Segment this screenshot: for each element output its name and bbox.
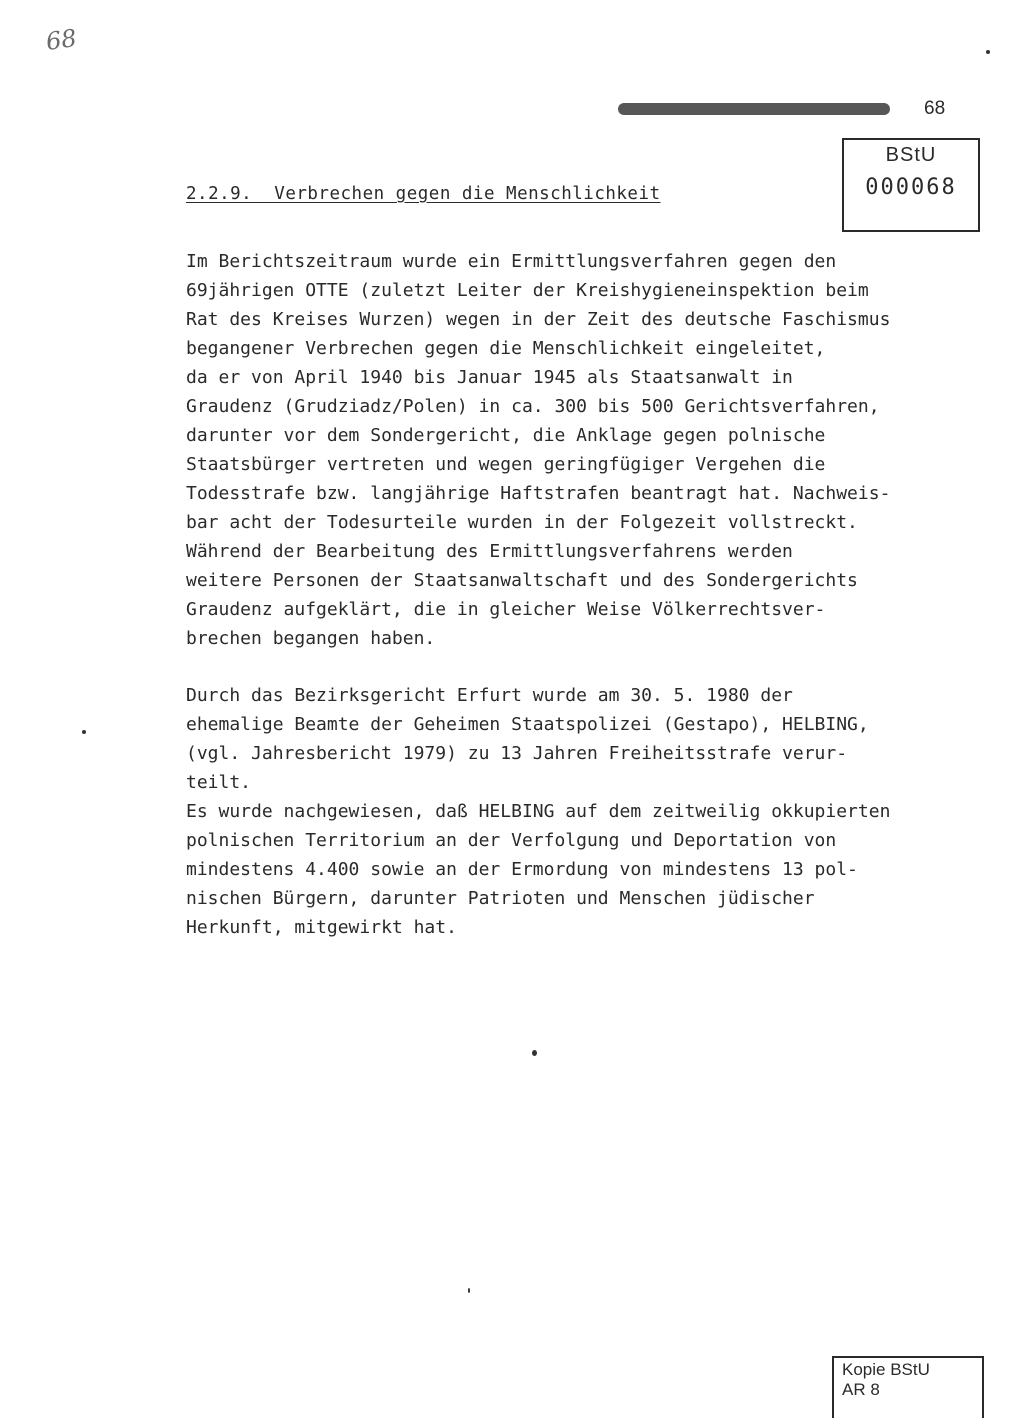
text-line: teilt. (186, 772, 252, 793)
page-number: 68 (924, 98, 946, 119)
text-line: Graudenz aufgeklärt, die in gleicher Weise Völkerrechtsver- (186, 599, 826, 620)
text-line: darunter vor dem Sondergericht, die Anklage gegen polnische (186, 425, 826, 446)
paragraph-otte (186, 247, 986, 653)
text-line: Im Berichtszeitraum wurde ein Ermittlungsverfahren gegen den (186, 251, 837, 272)
text-line: begangener Verbrechen gegen die Menschlichkeit eingeleitet, (186, 338, 826, 359)
copy-stamp-line: AR 8 (842, 1380, 880, 1399)
text-line: Während der Bearbeitung des Ermittlungsverfahrens werden (186, 541, 793, 562)
stamp-label: BStU (885, 144, 937, 166)
stamp-number: 000068 (865, 175, 957, 200)
scan-speck (986, 50, 990, 54)
text-line: Graudenz (Grudziadz/Polen) in ca. 300 bis 500 Gerichtsverfahren, (186, 396, 880, 417)
text-line: da er von April 1940 bis Januar 1945 als Staatsanwalt in (186, 367, 793, 388)
copy-stamp (832, 1356, 984, 1418)
redaction-bar (618, 103, 890, 115)
text-line: Es wurde nachgewiesen, daß HELBING auf dem zeitweilig okkupierten (186, 801, 891, 822)
text-line: Todesstrafe bzw. langjährige Haftstrafen beantragt hat. Nachweis- (186, 483, 891, 504)
text-line: nischen Bürgern, darunter Patrioten und Menschen jüdischer (186, 888, 815, 909)
paragraph-helbing (186, 681, 986, 942)
text-line: bar acht der Todesurteile wurden in der Folgezeit vollstreckt. (186, 512, 858, 533)
text-line: mindestens 4.400 sowie an der Ermordung von mindestens 13 pol- (186, 859, 858, 880)
scan-speck (468, 1288, 470, 1293)
scan-speck (82, 730, 86, 734)
handwritten-page-number: 68 (44, 24, 79, 56)
scan-speck (532, 1050, 537, 1056)
text-line: Herkunft, mitgewirkt hat. (186, 917, 457, 938)
text-line: Rat des Kreises Wurzen) wegen in der Zeit des deutsche Faschismus (186, 309, 891, 330)
text-line: polnischen Territorium an der Verfolgung und Deportation von (186, 830, 837, 851)
text-line: Staatsbürger vertreten und wegen geringfügiger Vergehen die (186, 454, 826, 475)
text-line: Durch das Bezirksgericht Erfurt wurde am 30. 5. 1980 der (186, 685, 793, 706)
text-line: brechen begangen haben. (186, 628, 436, 649)
text-line: ehemalige Beamte der Geheimen Staatspolizei (Gestapo), HELBING, (186, 714, 869, 735)
text-line: (vgl. Jahresbericht 1979) zu 13 Jahren Freiheitsstrafe verur- (186, 743, 848, 764)
bstu-archive-stamp (842, 138, 980, 232)
section-heading: 2.2.9. Verbrechen gegen die Menschlichkeit (186, 184, 661, 204)
text-line: 69jährigen OTTE (zuletzt Leiter der Kreishygieneinspektion beim (186, 280, 869, 301)
copy-stamp-line: Kopie BStU (842, 1360, 930, 1379)
text-line: weitere Personen der Staatsanwaltschaft und des Sondergerichts (186, 570, 858, 591)
